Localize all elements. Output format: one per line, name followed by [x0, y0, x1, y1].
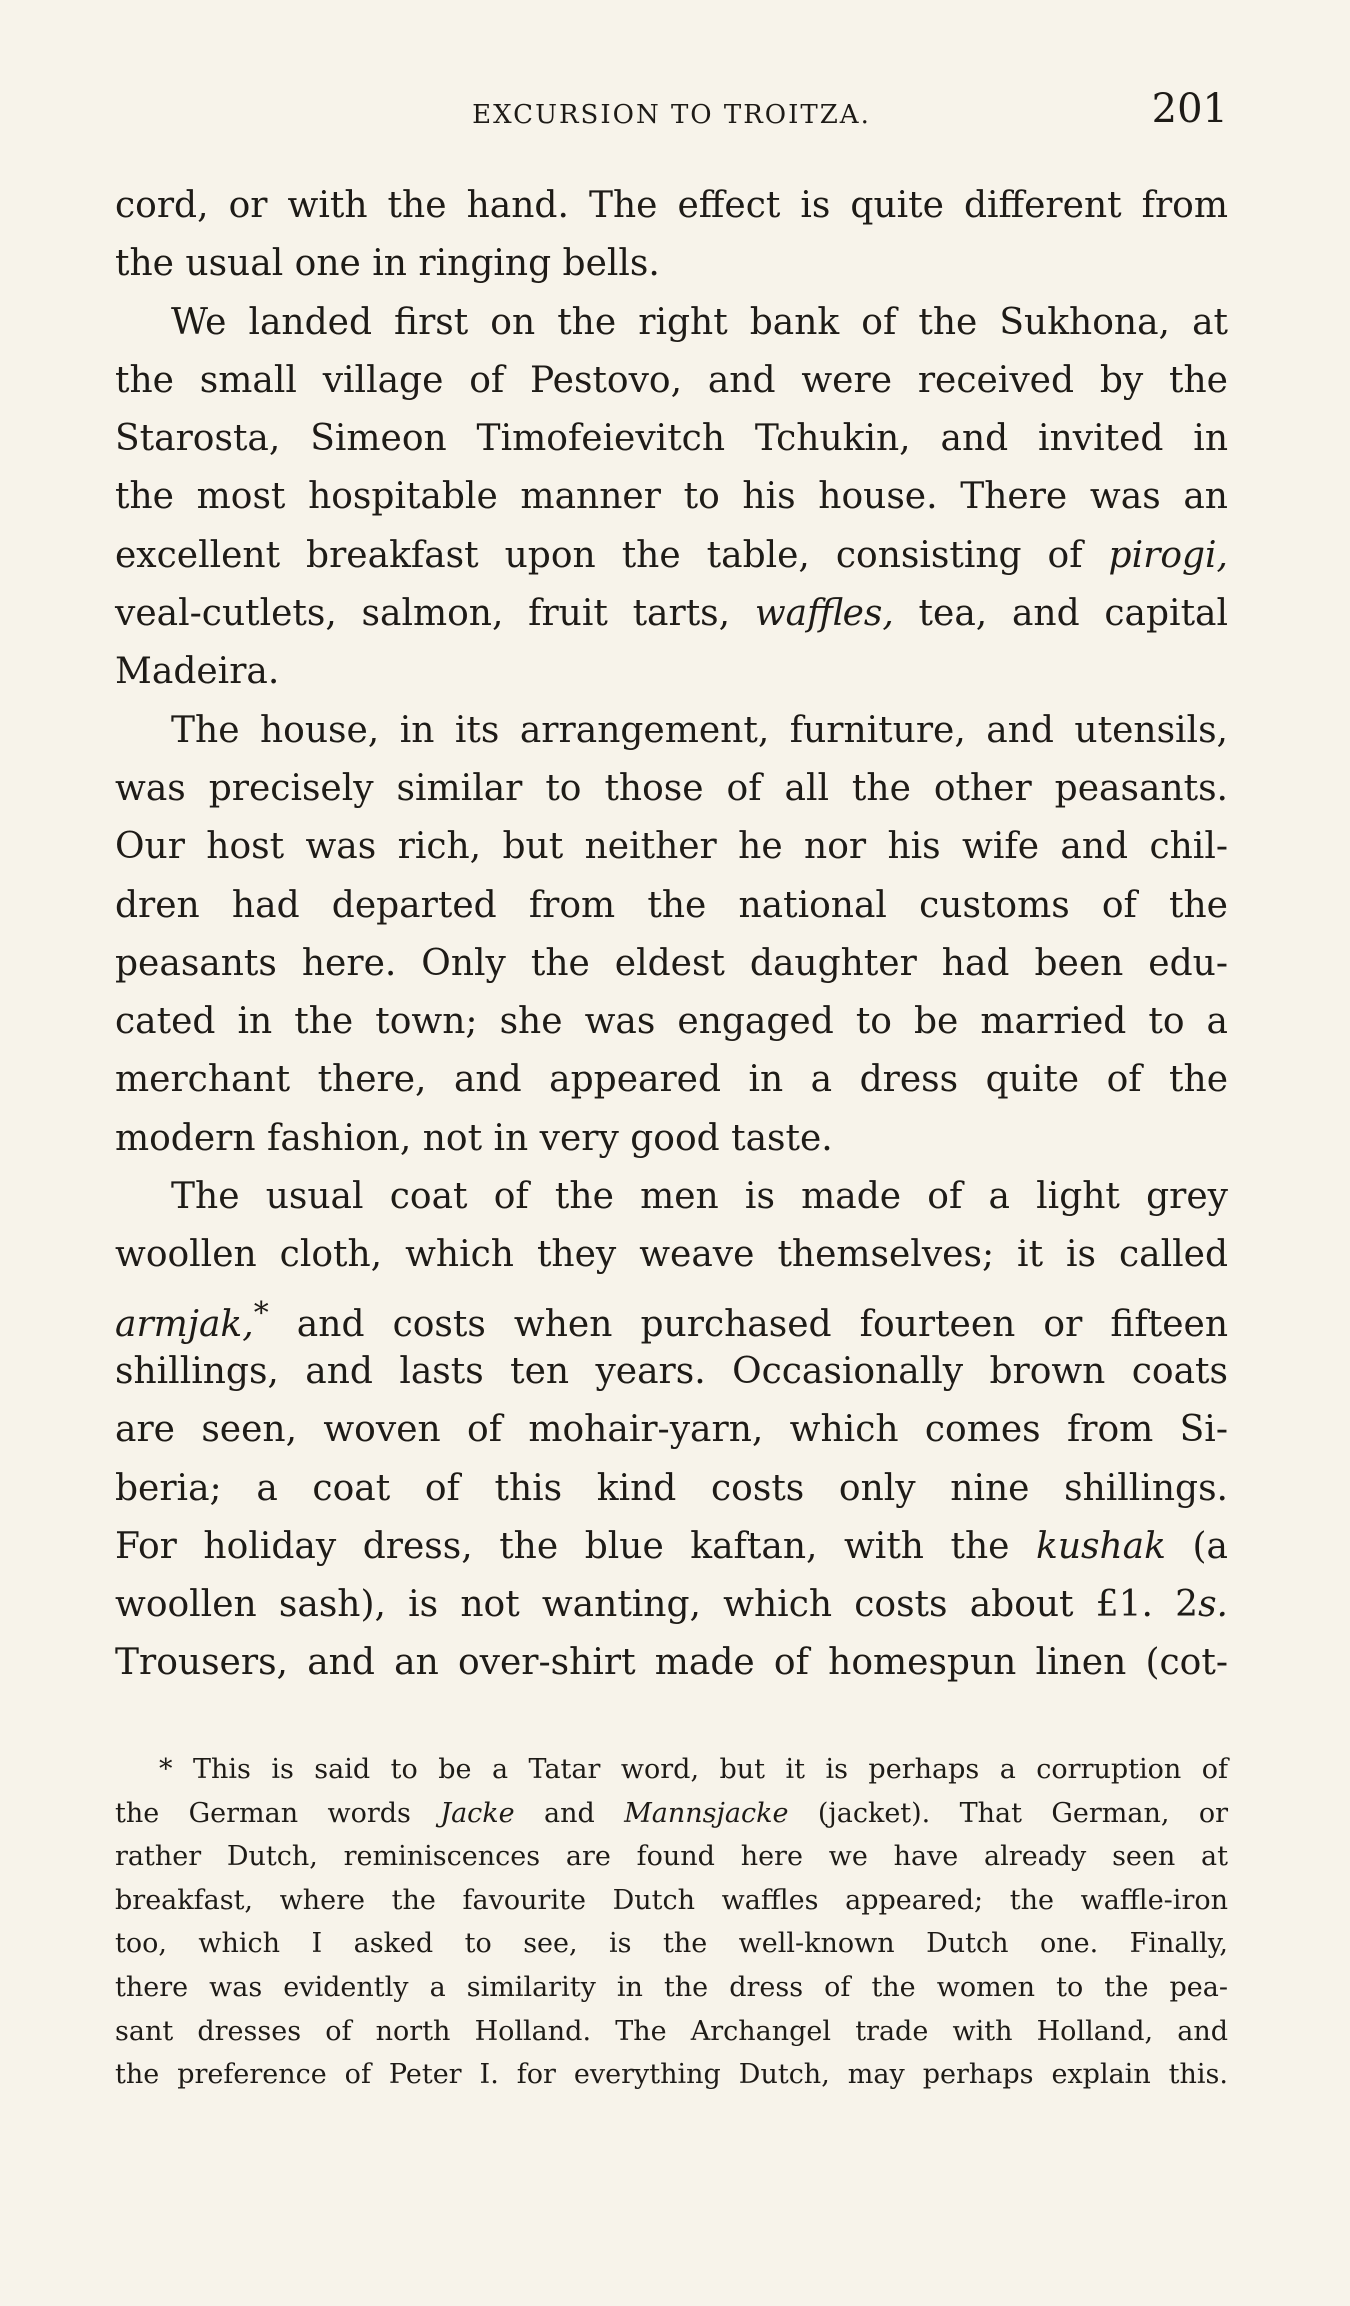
text-line: woollen sash), is not wanting, which costs about £1. 2s. — [115, 1584, 1228, 1626]
text-line: armjak,* and costs when purchased fourteen or fifteen — [115, 1295, 1228, 1345]
paragraph-start: We landed first on the right bank of the Sukhona, at — [171, 301, 1228, 343]
text-line: excellent breakfast upon the table, consisting of pirogi, — [115, 534, 1228, 576]
italic-term: pirogi, — [1108, 534, 1228, 576]
italic-term: s. — [1198, 1584, 1228, 1626]
text-line: Starosta, Simeon Timofeievitch Tchukin, and invited in — [115, 418, 1228, 460]
text-line: Our host was rich, but neither he nor his wife and chil- — [115, 826, 1228, 868]
italic-term: kushak — [1036, 1525, 1166, 1567]
page-number: 201 — [1151, 86, 1228, 132]
footnote — [115, 1748, 1228, 2097]
footnote-line: the German words Jacke and Mannsjacke (jacket). That German, or — [115, 1797, 1228, 1829]
text-line: peasants here. Only the eldest daughter had been edu- — [115, 942, 1228, 984]
text-line: modern fashion, not in very good taste. — [115, 1117, 833, 1159]
text-line: are seen, woven of mohair-yarn, which comes from Si- — [115, 1409, 1228, 1451]
body-text — [115, 177, 1228, 1693]
footnote-line: breakfast, where the favourite Dutch waffles appeared; the waffle-iron — [115, 1884, 1228, 1916]
text-line: beria; a coat of this kind costs only nine shillings. — [115, 1467, 1228, 1509]
text-line: shillings, and lasts ten years. Occasionally brown coats — [115, 1350, 1228, 1392]
text-line: woollen cloth, which they weave themselves; it is called — [115, 1234, 1228, 1276]
paragraph-start: The usual coat of the men is made of a light grey — [171, 1176, 1228, 1218]
text-line: the small village of Pestovo, and were received by the — [115, 359, 1228, 401]
text-line: merchant there, and appeared in a dress quite of the — [115, 1059, 1228, 1101]
text-line: veal-cutlets, salmon, fruit tarts, waffles, tea, and capital — [115, 593, 1229, 635]
text-line: dren had departed from the national customs of the — [115, 884, 1228, 926]
text-line: the usual one in ringing bells. — [115, 243, 660, 285]
text-line: was precisely similar to those of all the other peasants. — [115, 767, 1228, 809]
footnote-line: * This is said to be a Tatar word, but it is perhaps a corruption of — [159, 1754, 1228, 1785]
running-head — [115, 86, 1228, 146]
text-line: Trousers, and an over-shirt made of homespun linen (cot- — [115, 1642, 1228, 1684]
italic-term: Mannsjacke — [624, 1797, 789, 1829]
footnote-line: there was evidently a similarity in the dress of the women to the pea- — [115, 1971, 1228, 2003]
footnote-marker: * — [253, 1295, 269, 1331]
footnote-line: the preference of Peter I. for everything Dutch, may perhaps explain this. — [115, 2059, 1228, 2091]
italic-term: armjak, — [115, 1303, 254, 1345]
text-line: Madeira. — [115, 651, 280, 693]
text-line: cord, or with the hand. The effect is quite different from — [115, 185, 1228, 226]
text-line: For holiday dress, the blue kaftan, with the kushak (a — [115, 1525, 1229, 1567]
running-title: EXCURSION TO TROITZA. — [472, 100, 871, 130]
italic-term: Jacke — [440, 1797, 515, 1829]
footnote-line: rather Dutch, reminiscences are found here we have already seen at — [115, 1841, 1228, 1873]
footnote-line: too, which I asked to see, is the well-known Dutch one. Finally, — [115, 1928, 1228, 1960]
italic-term: waffles, — [754, 593, 894, 635]
text-line: the most hospitable manner to his house. There was an — [115, 476, 1228, 518]
footnote-line: sant dresses of north Holland. The Archangel trade with Holland, and — [115, 2015, 1228, 2047]
paragraph-start: The house, in its arrangement, furniture, and utensils, — [171, 709, 1228, 751]
text-line: cated in the town; she was engaged to be married to a — [115, 1001, 1228, 1043]
